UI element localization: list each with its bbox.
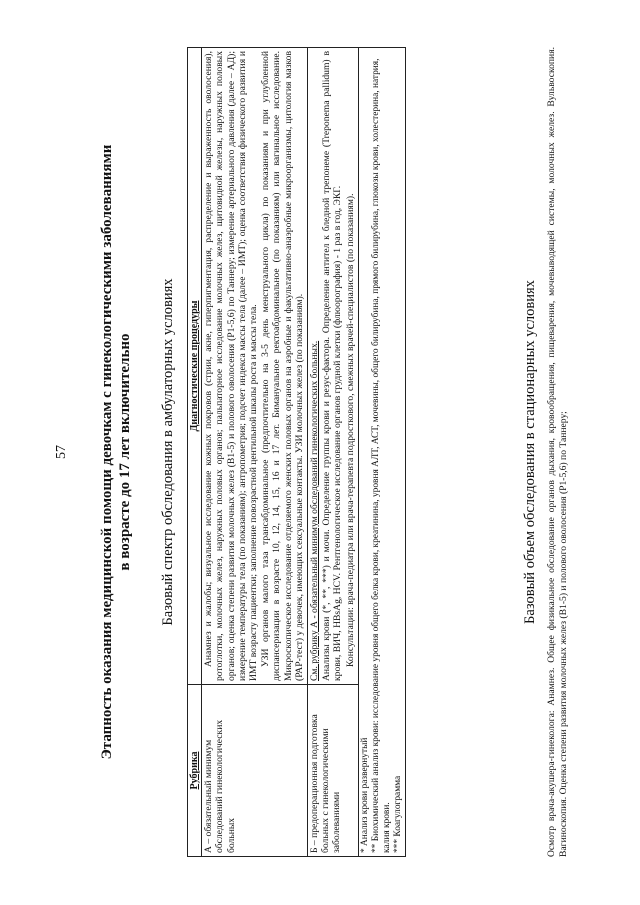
- table-row: [202, 48, 308, 857]
- title-line-2: в возрасте до 17 лет включительно: [117, 333, 133, 571]
- table-header-row: [188, 48, 202, 857]
- note-3: *** Коагулограмма: [392, 775, 403, 853]
- header-procedures: Диагностические процедуры: [188, 48, 202, 685]
- title-line-1: Этапность оказания медицинской помощи девочкам с гинекологическими заболеваниями: [99, 144, 115, 760]
- subtitle-inpatient: Базовый объем обследования в стационарных условиях: [522, 280, 538, 624]
- examination-table: [187, 47, 406, 857]
- subtitle-outpatient: Базовый спектр обследования в амбулаторных условиях: [160, 278, 176, 626]
- table-notes-row: [358, 48, 405, 857]
- rubric-b: Б – предоперационная подготовка больных с гинекологическими заболеваниями: [308, 685, 359, 857]
- page-number: 57: [54, 445, 69, 459]
- procedures-b: [308, 48, 359, 685]
- page-title: [98, 12, 134, 892]
- inpatient-exam-text: Осмотр врача-акушера-гинеколога: Анамнез. Общее физикальное обследование органов дыхания, кровообращения, пищеварения, мочевыводящей системы, молочных желез. Вульвоскопия. Вагиноскопия. Оценка степени развития молочных желез (B1-5) и полового оволосения (P1-5,6) по Таннеру;: [546, 47, 569, 857]
- procedures-a-p2: УЗИ органов малого таза трансабдоминальное (предпочтительно на 3-5 день менструального цикла) по показаниям и при углубленной диспансеризации в возрасте 10, 12, 14, 15, 16 и 17 лет. Бимануальное ректоабдоминальное (по показаниям) или вагинальное исследование. Микроскопическое исследование отделяемого женских половых органов на аэробные и факультативно-анаэробные микроорганизмы, цитология мазков (РАР-тест) у девочек, имеющих сексуальные контакты. УЗИ молочных желез (по показаниям).: [260, 51, 305, 681]
- note-2: ** Биохимический анализ крови: исследование уровня общего белка крови, креатинина, уровня АЛТ, АСТ, мочевины, общего билирубина, прямого билирубина, глюкозы крови, холестерина, натрия, калия крови.: [370, 58, 392, 853]
- note-1: * Анализ крови развернутый: [359, 737, 370, 853]
- table-notes: [358, 48, 405, 857]
- procedures-b-p1: См. рубрику А - обязательный минимум обследований гинекологических больных.: [309, 340, 321, 681]
- table-row: [308, 48, 359, 857]
- procedures-a-p1: Анамнез и жалобы; визуальное исследование кожных покровов (стрии, акне, гиперпигментация, распределение и выраженность оволосения), ротоглотки, молочных желез, наружных половых органов; пальпаторное исследование молочных желез, щитовидной железы, наружных половых органов; оценка степени развития молочных желез (B1-5) и полового оволосения (P1-5,6) по Таннеру; измерение артериального давления (далее – АД); измерение температуры тела (по показаниям); антропометрия; подсчет индекса массы тела (далее – ИМТ); оценка соответствия физического развития и ИМТ возрасту пациентки; заполнение повозрастной центильной шкалы роста и массы тела.: [203, 51, 260, 681]
- procedures-b-p3: Консультации: врача-педиатра или врача-терапевта подросткового, смежных врачей-специалистов (по показаниям).: [344, 193, 356, 667]
- procedures-a: [202, 48, 308, 685]
- rubric-a: А – обязательный минимум обследований гинекологических больных: [202, 685, 308, 857]
- rotated-page-content: [40, 12, 600, 892]
- header-rubric: Рубрика: [188, 685, 202, 857]
- procedures-b-p2: Анализы крови (*, **, ***) и мочи. Определение группы крови и резус-фактора. Определение антител к бледной трепонеме (Treponema pallidum) в крови, ВИЧ, HBsAg, HCV. Рентгенологическое исследование органов грудной клетки (флюорография) - 1 раз в год, ЭКГ.: [321, 51, 344, 681]
